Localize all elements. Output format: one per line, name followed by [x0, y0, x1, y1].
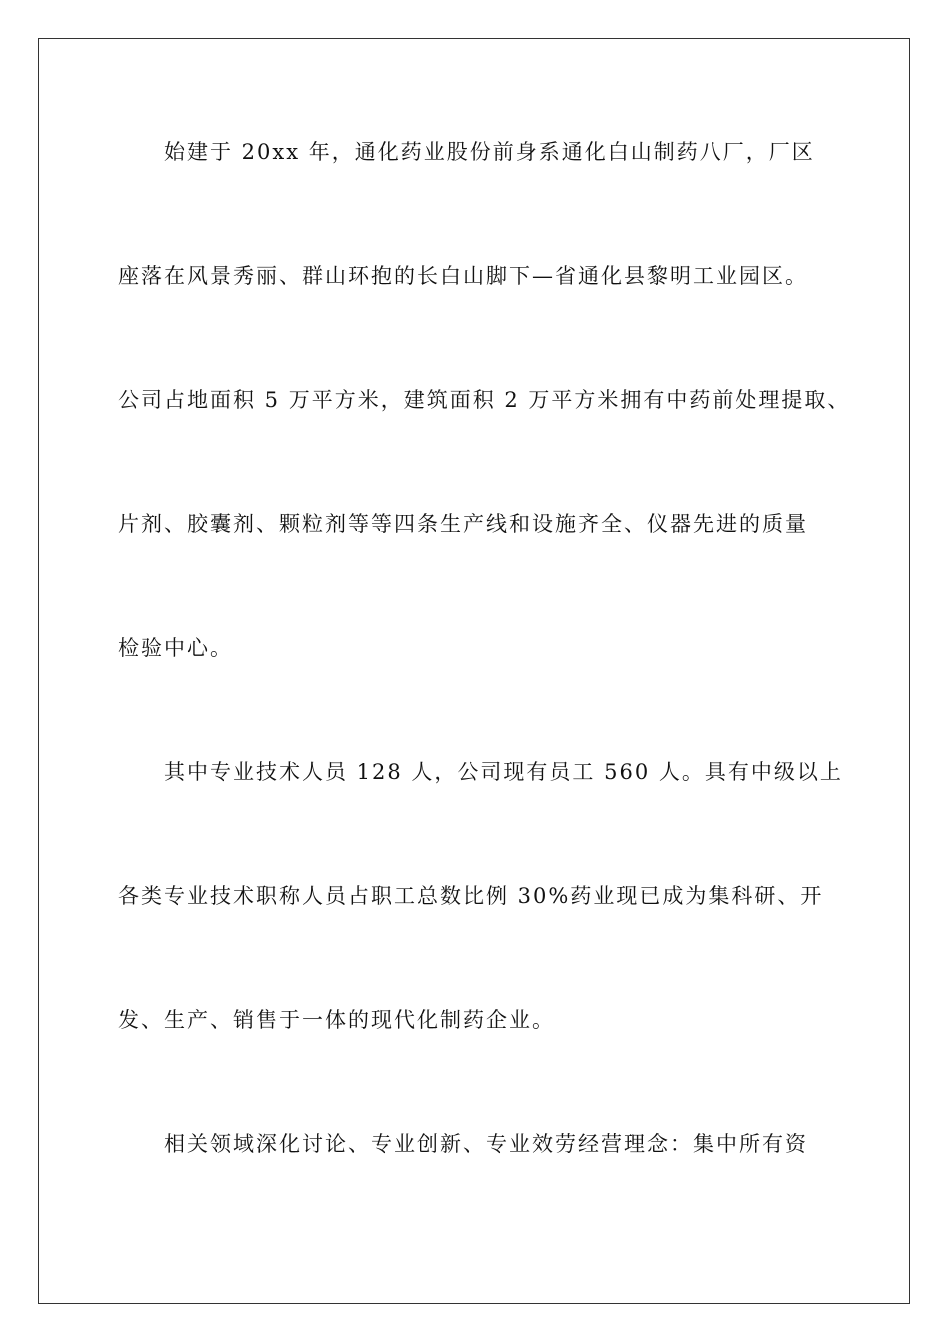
- text-line: 始建于 20xx 年，通化药业股份前身系通化白山制药八厂，厂区: [164, 140, 815, 164]
- text-line: 座落在风景秀丽、群山环抱的长白山脚下—省通化县黎明工业园区。: [118, 264, 808, 288]
- text-line: 各类专业技术职称人员占职工总数比例 30%药业现已成为集科研、开: [118, 884, 824, 908]
- page-frame: [38, 38, 910, 1304]
- text-line: 公司占地面积 5 万平方米，建筑面积 2 万平方米拥有中药前处理提取、: [118, 388, 851, 412]
- text-line: 其中专业技术人员 128 人，公司现有员工 560 人。具有中级以上: [164, 760, 843, 784]
- text-line: 相关领域深化讨论、专业创新、专业效劳经营理念：集中所有资: [164, 1132, 808, 1156]
- text-line: 发、生产、销售于一体的现代化制药企业。: [118, 1008, 555, 1032]
- text-line: 检验中心。: [118, 636, 233, 660]
- text-line: 片剂、胶囊剂、颗粒剂等等四条生产线和设施齐全、仪器先进的质量: [118, 512, 808, 536]
